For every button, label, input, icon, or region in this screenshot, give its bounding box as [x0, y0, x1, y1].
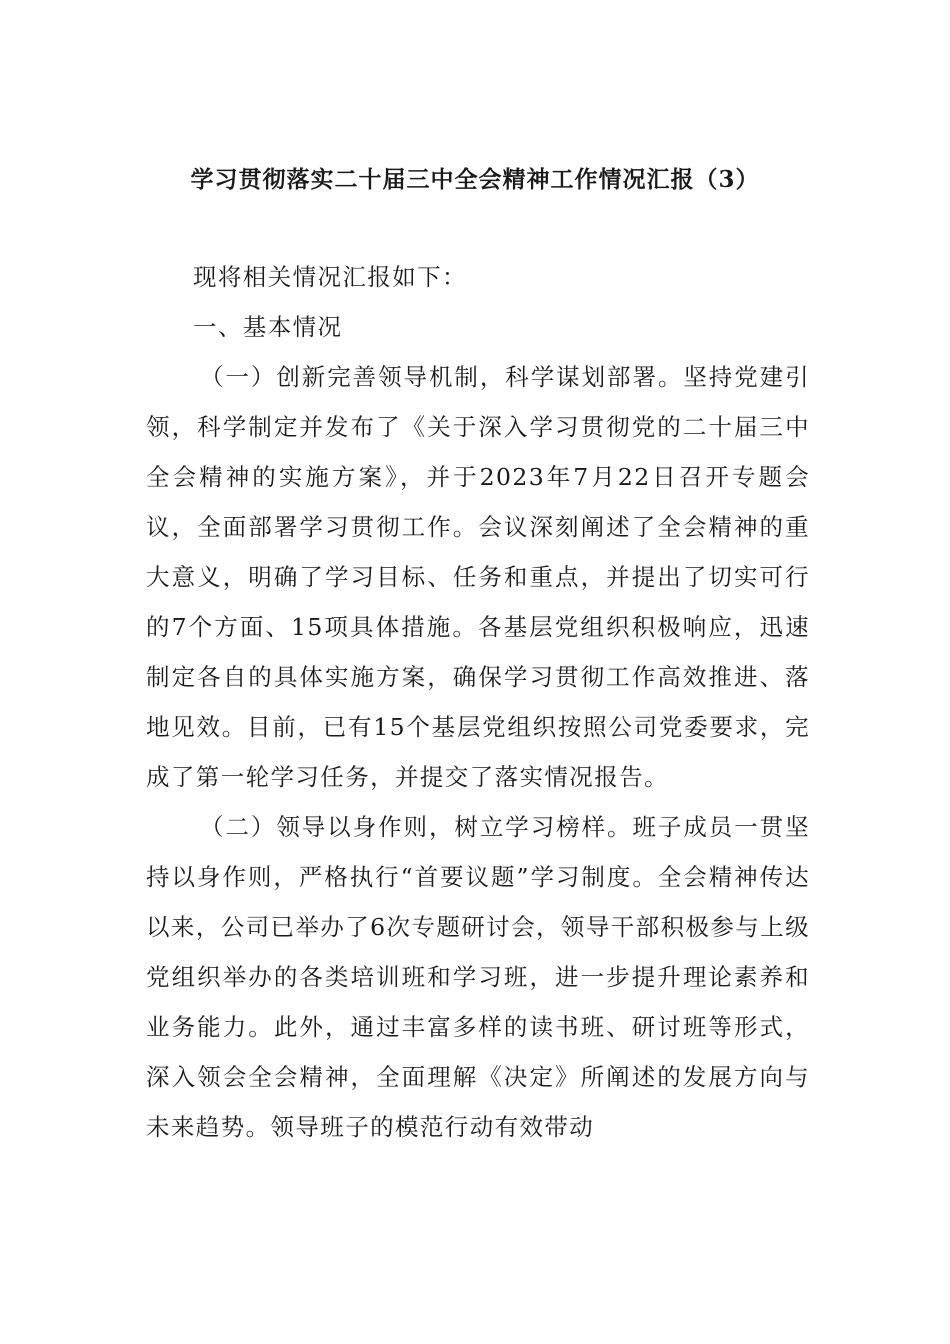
document-body [146, 252, 810, 1152]
intro-paragraph: 现将相关情况汇报如下： [193, 263, 467, 291]
section-heading: 一、基本情况 [193, 313, 343, 341]
paragraph-leadership-mechanism: （一）创新完善领导机制，科学谋划部署。坚持党建引领，科学制定并发布了《关于深入学习贯彻党的二十届三中全会精神的实施方案》，并于2023年7月22日召开专题会议，全面部署学习贯彻工作。会议深刻阐述了全会精神的重大意义，明确了学习目标、任务和重点，并提出了切实可行的7个方面、15项具体措施。各基层党组织积极响应，迅速制定各自的具体实施方案，确保学习贯彻工作高效推进、落地见效。目前，已有15个基层党组织按照公司党委要求，完成了第一轮学习任务，并提交了落实情况报告。 [146, 363, 810, 791]
document-title: 学习贯彻落实二十届三中全会精神工作情况汇报（3） [190, 166, 760, 193]
paragraph-leading-by-example: （二）领导以身作则，树立学习榜样。班子成员一贯坚持以身作则，严格执行“首要议题”学习制度。全会精神传达以来，公司已举办了6次专题研讨会，领导干部积极参与上级党组织举办的各类培训班和学习班，进一步提升理论素养和业务能力。此外，通过丰富多样的读书班、研讨班等形式，深入领会全会精神，全面理解《决定》所阐述的发展方向与未来趋势。领导班子的模范行动有效带动 [146, 813, 810, 1141]
